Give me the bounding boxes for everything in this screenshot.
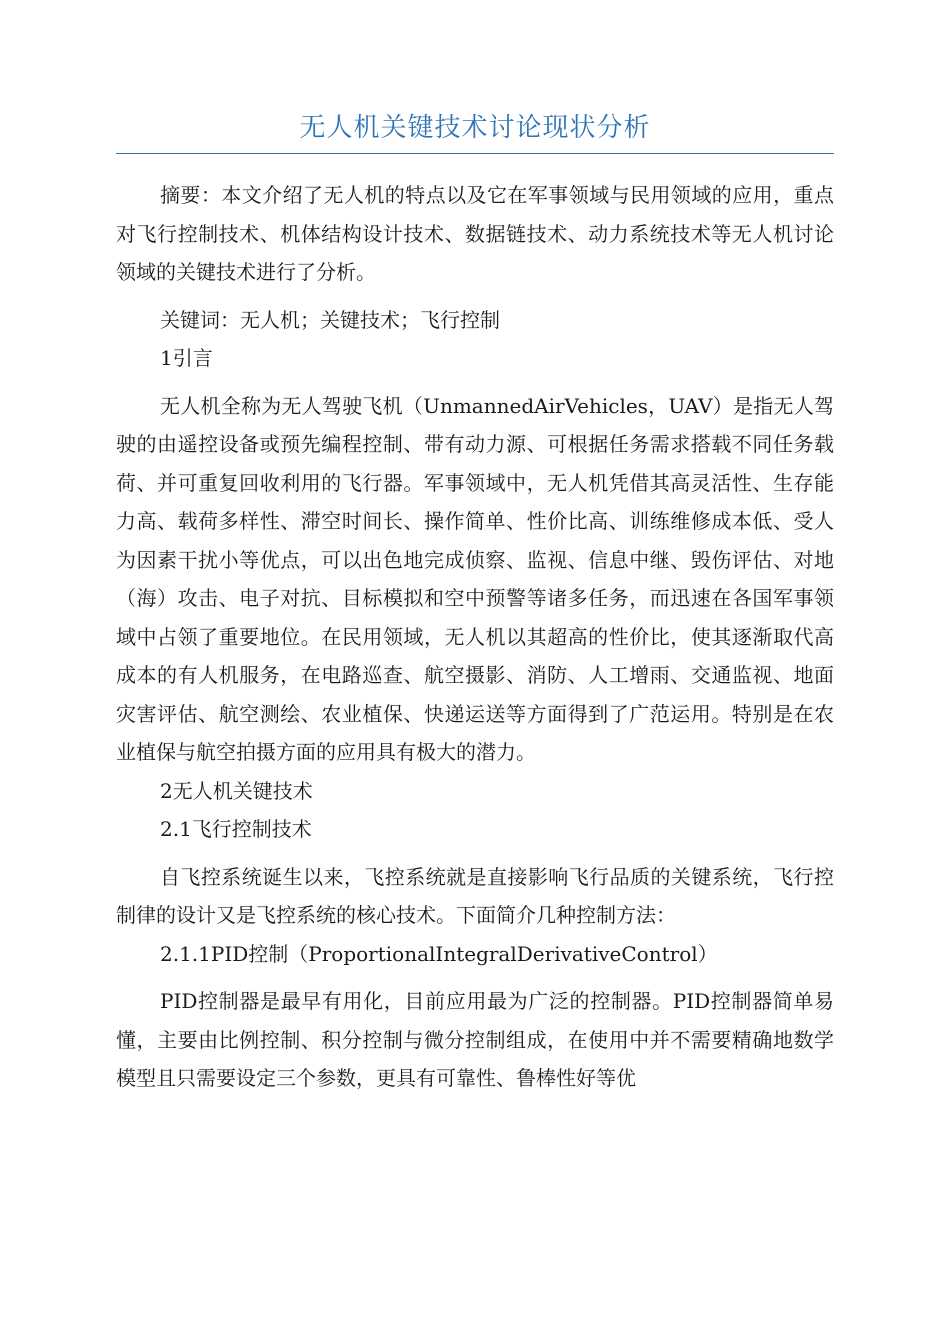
section-2-1-heading: 2.1飞行控制技术 [160, 817, 312, 841]
section-1-heading: 1引言 [160, 346, 213, 370]
abstract-paragraph: 摘要：本文介绍了无人机的特点以及它在军事领域与民用领域的应用，重点对飞行控制技术、机体结构设计技术、数据链技术、动力系统技术等无人机讨论领域的关键技术进行了分析。 [116, 183, 834, 284]
title-underline [116, 153, 834, 154]
section-2-1-paragraph: 自飞控系统诞生以来，飞控系统就是直接影响飞行品质的关键系统，飞行控制律的设计又是飞控系统的核心技术。下面简介几种控制方法： [116, 864, 834, 927]
keywords-paragraph: 关键词：无人机；关键技术；飞行控制 [160, 307, 500, 332]
section-2-1-1-paragraph: PID控制器是最早有用化，目前应用最为广泛的控制器。PID控制器简单易懂，主要由比例控制、积分控制与微分控制组成，在使用中并不需要精确地数学模型且只需要设定三个参数，更具有可靠性、鲁棒性好等优 [116, 989, 834, 1090]
section-2-1-1-heading: 2.1.1PID控制（ProportionalIntegralDerivativeControl） [160, 941, 718, 966]
section-2-heading: 2无人机关键技术 [160, 778, 313, 803]
document-title: 无人机关键技术讨论现状分析 [299, 113, 651, 143]
section-1-paragraph: 无人机全称为无人驾驶飞机（UnmannedAirVehicles，UAV）是指无人驾驶的由遥控设备或预先编程控制、带有动力源、可根据任务需求搭载不同任务载荷、并可重复回收利用的飞行器。军事领域中，无人机凭借其高灵活性、生存能力高、载荷多样性、滞空时间长、操作简单、性价比高、训练维修成本低、受人为因素干扰小等优点，可以出色地完成侦察、监视、信息中继、毁伤评估、对地（海）攻击、电子对抗、目标模拟和空中预警等诸多任务，而迅速在各国军事领域中占领了重要地位。在民用领域，无人机以其超高的性价比，使其逐渐取代高成本的有人机服务，在电路巡查、航空摄影、消防、人工增雨、交通监视、地面灾害评估、航空测绘、农业植保、快递运送等方面得到了广范运用。特别是在农业植保与航空拍摄方面的应用具有极大的潜力。 [116, 393, 834, 764]
document-body [116, 176, 834, 1098]
